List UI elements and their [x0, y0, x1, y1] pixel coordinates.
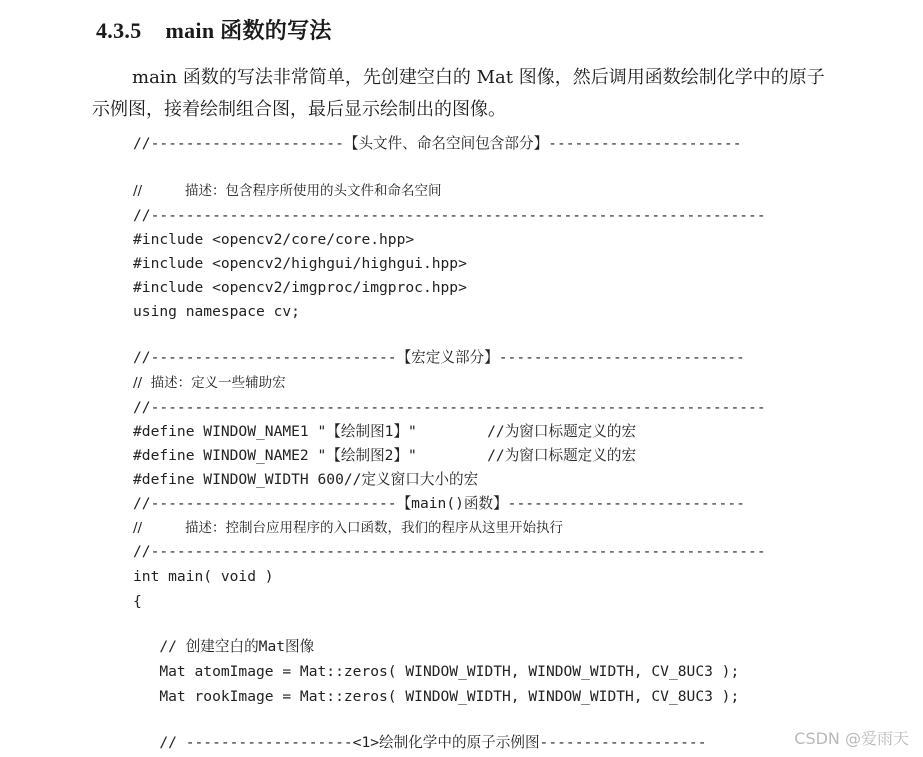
code-line-macro-description: // 描述：定义一些辅助宏 — [133, 375, 286, 391]
code-line-open-brace: { — [133, 593, 142, 610]
code-line-create-comment: // 创建空白的Mat图像 — [133, 638, 315, 655]
code-line-define-window-name2: #define WINDOW_NAME2 "【绘制图2】" //为窗口标题定义的宏 — [133, 447, 637, 464]
code-line-macro-separator: //----------------------------【宏定义部分】---------------------------- — [133, 349, 745, 366]
code-line-atom-image: Mat atomImage = Mat::zeros( WINDOW_WIDTH, WINDOW_WIDTH, CV_8UC3 ); — [133, 663, 740, 680]
code-line-include-imgproc: #include <opencv2/imgproc/imgproc.hpp> — [133, 279, 467, 296]
csdn-watermark: CSDN @爱雨天 — [794, 726, 909, 749]
code-line-separator: //---------------------------------------------------------------------- — [133, 543, 766, 560]
code-line-include-core: #include <opencv2/core/core.hpp> — [133, 231, 415, 248]
section-number: 4.3.5 — [96, 18, 142, 43]
code-line-define-window-name1: #define WINDOW_NAME1 "【绘制图1】" //为窗口标题定义的宏 — [133, 423, 637, 440]
section-heading — [96, 14, 332, 45]
code-line-main-separator: //----------------------------【main()函数】--------------------------- — [133, 495, 745, 512]
code-line-using-namespace: using namespace cv; — [133, 303, 300, 320]
code-line-rook-image: Mat rookImage = Mat::zeros( WINDOW_WIDTH, WINDOW_WIDTH, CV_8UC3 ); — [133, 688, 740, 705]
code-line-include-highgui: #include <opencv2/highgui/highgui.hpp> — [133, 255, 467, 272]
code-line-separator: //---------------------------------------------------------------------- — [133, 399, 766, 416]
code-line-atom-drawing-comment: // -------------------<1>绘制化学中的原子示例图------------------- — [133, 734, 707, 751]
section-title: main 函数的写法 — [165, 18, 332, 43]
code-line-separator: //---------------------------------------------------------------------- — [133, 207, 766, 224]
code-line-main-description: // 描述：控制台应用程序的入口函数，我们的程序从这里开始执行 — [133, 520, 564, 536]
code-line-define-window-width: #define WINDOW_WIDTH 600//定义窗口大小的宏 — [133, 471, 479, 488]
code-line-include-separator: //----------------------【头文件、命名空间包含部分】---------------------- — [133, 135, 742, 152]
intro-paragraph: main 函数的写法非常简单，先创建空白的 Mat 图像，然后调用函数绘制化学中的原子示例图，接着绘制组合图，最后显示绘制出的图像。 — [92, 67, 825, 120]
code-line-include-description: // 描述：包含程序所使用的头文件和命名空间 — [133, 183, 442, 199]
code-line-main-signature: int main( void ) — [133, 568, 274, 585]
